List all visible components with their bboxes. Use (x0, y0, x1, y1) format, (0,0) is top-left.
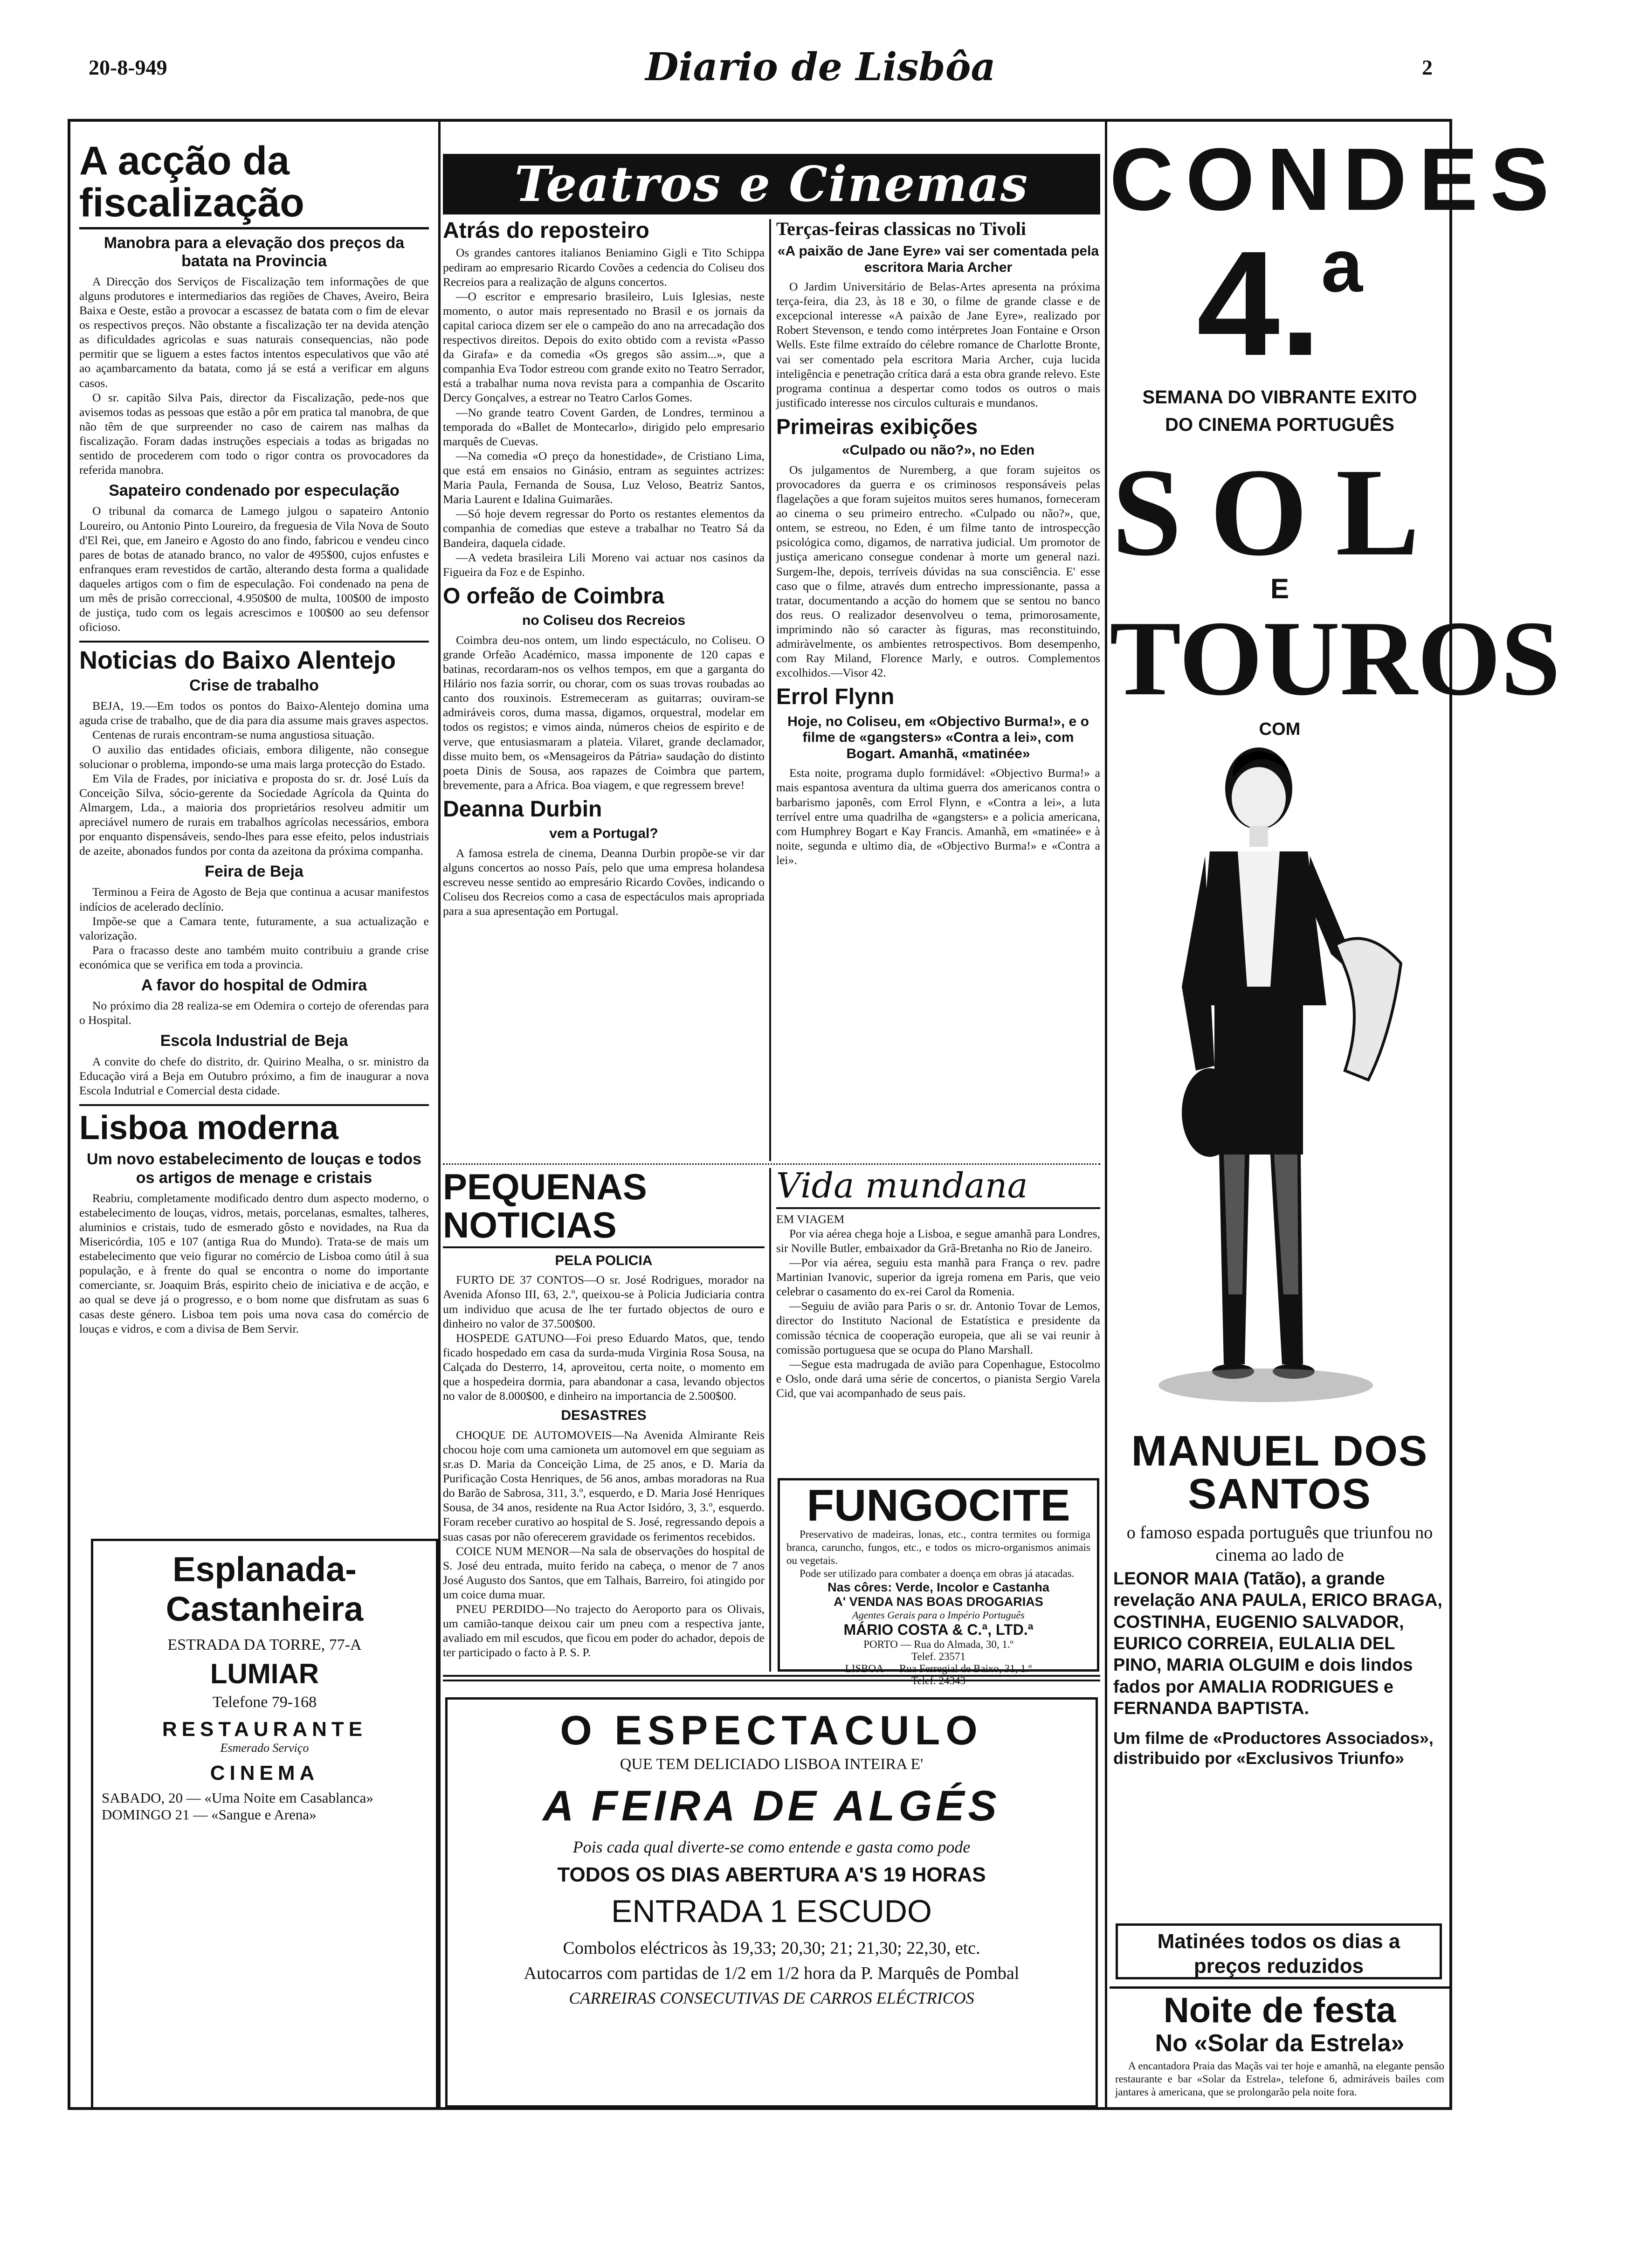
article-subtitle-loucas: Um novo estabelecimento de louças e todos os artigos de menage e cristais (87, 1150, 421, 1187)
section-title-orfeao: O orfeão de Coimbra (443, 583, 664, 608)
espectaculo-entrada: ENTRADA 1 ESCUDO (611, 1894, 932, 1929)
paragraph: —Na comedia «O preço da honestidade», de Cristiano Lima, que está em ensaios no Ginásio, entram as seguintes actrizes: Maria Paula, Fernanda de Sousa, Luz Veloso, Beatriz Santos, Maria Laurent e Idalina Guimarães. (443, 449, 765, 506)
paragraph: HOSPEDE GATUNO—Foi preso Eduardo Matos, que, tendo ficado hospedado em casa da surda-muda Virginia Rosa Sousa, na Calçada do Desterro, 14, aproveitou, certa noite, o momento em que a hospedeira dormia, para abandonar a casa, levando objectos no valor de 8.000$00, e dinheiro na importancia de 2.500$00. (443, 1331, 765, 1403)
paragraph: —Segue esta madrugada de avião para Copenhague, Estocolmo e Oslo, onde dará uma série de concertos, o pianista Sergio Varela Cid, que vai acompanhado de seus pais. (776, 1357, 1100, 1400)
fungocite-porto-tel: Telef. 23571 (911, 1651, 965, 1663)
pequenas-title: PEQUENAS NOTICIAS (443, 1168, 765, 1248)
vida-mundana (776, 1168, 1100, 1466)
esplanada-phone: Telefone 79-168 (212, 1694, 317, 1711)
paragraph: A convite do chefe do distrito, dr. Quirino Mealha, o sr. ministro da Educação virá a Beja em Outubro próximo, a fim de inaugurar a nova Escola Indutrial e Comercial desta cidade. (79, 1054, 429, 1097)
paragraph: —A vedeta brasileira Lili Moreno vai actuar nos casinos da Figueira da Foz e de Espinho. (443, 550, 765, 579)
esplanada-place: LUMIAR (210, 1658, 319, 1689)
pequenas-sub-policia: PELA POLICIA (555, 1252, 653, 1268)
paragraph: A famosa estrela de cinema, Deanna Durbin propõe-se vir dar alguns concertos ao nosso País, pelo que uma empresa holandesa escreveu nesse sentido ao empresário Ricardo Covões, indicando o Coliseu dos Recreios como a casa de espectáculos mais apropriada para a sua apresentação em Portugal. (443, 846, 765, 918)
condes-sol: SOL (1111, 443, 1448, 582)
paragraph: PNEU PERDIDO—No trajecto do Aeroporto para os Olivais, um camião-tanque deixou cair um pneu com a respectiva jante, avaliado em mil escudos, que ficou em poder do achador, depois de ter participado o facto à P. S. P. (443, 1602, 765, 1660)
paragraph: COICE NUM MENOR—Na sala de observações do hospital de S. José deu entrada, muito ferido na cabeça, o menor de 7 anos José Augusto dos Santos, que em Talhais, Barreiro, foi atingido por um coice duma muar. (443, 1544, 765, 1601)
feira-alges-ad (445, 1697, 1098, 2108)
noite-text: A encantadora Praia das Maçãs vai ter hoje e amanhã, na elegante pensão restaurante e bar «Solar da Estrela», telefone 6, admiráveis bailes com jantares à americana, que se prolongarão pela noite fora. (1115, 2060, 1444, 2098)
column-rule-1 (438, 121, 441, 2108)
esplanada-service: Esmerado Serviço (220, 1741, 309, 1755)
espectaculo-line6: CARREIRAS CONSECUTIVAS DE CARROS ELÉCTRICOS (569, 1989, 974, 2008)
teatros-inner-rule (769, 219, 771, 1161)
condes-e: E (1270, 573, 1289, 604)
paragraph: O sr. capitão Silva Pais, director da Fiscalização, pede-nos que avisemos todas as pessoas que estão a pôr em pratica tal manobra, de que não têm de que surpreender no caso de cairem nas malhas da fiscalização. Foram dadas instruções especiais a todas as brigadas no sentido de procederem com todo o rigor contra os provocadores da referida manobra. (79, 390, 429, 477)
condes-ad (1110, 126, 1561, 1944)
paragraph: Terminou a Feira de Agosto de Beja que continua a acusar manifestos indícios de acelerado declínio. (79, 885, 429, 913)
fungocite-lisboa-tel: Telef. 24343 (911, 1675, 965, 1687)
espectaculo-line3: TODOS OS DIAS ABERTURA A'S 19 HORAS (557, 1863, 986, 1887)
teatros-column-left (443, 219, 765, 1161)
paragraph: —Por via aérea, seguiu esta manhã para França o rev. padre Martinian Ivanovic, superior da igreja romena em Paris, que veio celebrar o casamento do ex-rei Carol da Romenia. (776, 1256, 1100, 1299)
matador-photo (1149, 744, 1410, 1420)
espectaculo-title: O ESPECTACULO (560, 1707, 983, 1753)
paragraph: Em Vila de Frades, por iniciativa e proposta do sr. dr. José Luís da Conceição Silva, sócio-gerente da Sociedade Agrícola da Quinta do Almargem, Lda., a maioria dos proprietários resolveu admitir um apreciável numero de rurais em trabalhos agrícolas necessários, embora por enquanto dispensáveis, sendo-lhes para esse efeito, pelos industriais de azeite, abonados fundos por conta da azeitona da próxima companha. (79, 771, 429, 858)
esplanada-domingo: DOMINGO 21 — «Sangue e Arena» (102, 1806, 317, 1823)
article-subtitle-feira-beja: Feira de Beja (205, 863, 303, 881)
espectaculo-line2: Pois cada qual diverte-se como entende e gasta como pode (572, 1838, 971, 1857)
noite-title: Noite de festa (1163, 1991, 1396, 2030)
teatros-column-right (776, 219, 1100, 1161)
condes-star: MANUEL DOS SANTOS (1131, 1427, 1428, 1518)
fungocite-line2: A' VENDA NAS BOAS DROGARIAS (834, 1595, 1043, 1609)
vida-title: Vida mundana (776, 1168, 1100, 1209)
condes-week-number: 4. (1197, 220, 1321, 387)
espectaculo-feira: A FEIRA DE ALGÉS (543, 1782, 1000, 1830)
paragraph: Esta noite, programa duplo formidável: «Objectivo Burma!» a mais espantosa aventura da ultima guerra dos americanos contra o barbarismo japonês, com Errol Flynn, e «Contra a lei», a luta terrível entre uma quadrilha de «gangsters» e a policia americana, com Humphrey Bogart e Kay Francis. Amanhã, em «matinée» e à noite, segunda e ultimo dia, de «Objectivo Burma!» e «Contra a lei». (776, 766, 1100, 867)
paragraph: FURTO DE 37 CONTOS—O sr. José Rodrigues, morador na Avenida Afonso III, 63, 2.º, queixou-se à Policia Judiciaria contra um individuo que acusa de lhe ter furtado objectos de ouro e dinheiro no valor de 37.500$00. (443, 1273, 765, 1330)
fungocite-porto: PORTO — Rua do Almada, 30, 1.º (863, 1639, 1014, 1651)
article-subtitle-batata: Manobra para a elevação dos preços da batata na Provincia (103, 234, 405, 270)
espectaculo-line5: Autocarros com partidas de 1/2 em 1/2 hora da P. Marquês de Pombal (524, 1964, 1020, 1984)
paragraph: CHOQUE DE AUTOMOVEIS—Na Avenida Almirante Reis chocou hoje com uma camioneta um automovel em que seguiam as sr.as D. Maria da Conceição Lima, de 25 anos, e D. Maria da Purificação Costa Henriques, de 56 anos, ambas moradoras na Rua do Barão de Sabrosa, 311, 3.º, esquerdo, e D. Maria José Henriques Sousa, de 34 anos, residente na Rua Actor Isidóro, 3, 3.º, esquerdo. Foram receber curativo ao hospital de S. José, regressando depois a suas casas por não oferecerem gravidade os ferimentos recebidos. (443, 1428, 765, 1543)
section-title-tivoli: Terças-feiras classicas no Tivoli (776, 218, 1026, 239)
condes-touros: TOUROS (1110, 599, 1561, 718)
condes-matinees: Matinées todos os dias a preços reduzidos (1157, 1930, 1400, 1978)
esplanada-ad (91, 1539, 438, 2110)
condes-line1: SEMANA DO VIBRANTE EXITO (1142, 387, 1417, 408)
article-subtitle-hospital: A favor do hospital de Odmira (141, 976, 367, 995)
paragraph: Centenas de rurais encontram-se numa angustiosa situação. (92, 728, 375, 742)
fungocite-line3: Agentes Gerais para o Império Português (852, 1609, 1025, 1621)
condes-com: COM (1259, 719, 1301, 739)
paragraph: Reabriu, completamente modificado dentro dum aspecto moderno, o estabelecimento de louças, vidros, metais, porcelanas, esmaltes, talheres, aluminios e cristais, tudo de esmerado gôsto e novidades, na Rua da Misericórdia, 105 e 107 (antiga Rua do Mundo). Trata-se de mais um estabelecimento que veio figurar no comércio de Lisboa como útil à sua população, e à frente do qual se encontra o nome do importante comerciante, sr. Joaquim Brás, espirito cheio de iniciativa e de acção, e ao qual se deve já o progresso, e o bom nome que disfrutam as suas 6 casas deste género. Lisboa tem pois uma nova casa do comércio de louças e vidros, e com a divisa de Bem Servir. (79, 1191, 429, 1335)
fungocite-line1: Nas côres: Verde, Incolor e Castanha (827, 1580, 1049, 1595)
page-number: 2 (1422, 55, 1433, 79)
article-title-baixo-alentejo: Noticias do Baixo Alentejo (79, 641, 429, 674)
pequenas-sub-desastres: DESASTRES (561, 1408, 647, 1424)
paragraph: —Seguiu de avião para Paris o sr. dr. Antonio Tovar de Lemos, director do Instituto Nacional de Estatística e presidente da comissão técnica de cooperação europeia, que ali se vai reunir à comissão portuguesa que se ocupa do Plano Marshall. (776, 1299, 1100, 1356)
section-title-primeiras: Primeiras exibições (776, 414, 978, 439)
fungocite-lisboa: LISBOA — Rua Ferregial de Baixo, 31, 1.º (845, 1663, 1032, 1675)
fungocite-title: FUNGOCITE (807, 1480, 1070, 1530)
section-subtitle-portugal: vem a Portugal? (549, 826, 658, 842)
condes-week (1110, 220, 1450, 387)
paragraph: A Direcção dos Serviços de Fiscalização tem informações de que alguns produtores e intermediarios das regiões de Chaves, Aveiro, Beira Baixa e Oeste, estão a provocar a escassez de batata com o fim de elevar os respectivos preços. Não obstante a fiscalização ter na devida atenção as dificuldades agricolas e suas naturais consequencias, não pode permitir que se liguem a estes factos intentos especulativos que vão até ao açambarcamento da batata, como já se está a verificar em alguns casos. (79, 274, 429, 390)
espectaculo-line1: QUE TEM DELICIADO LISBOA INTEIRA E' (620, 1756, 924, 1773)
paragraph: —Só hoje devem regressar do Porto os restantes elementos da companhia de comedias que esteve a trabalhar no Teatro Sá da Bandeira, daquela cidade. (443, 507, 765, 550)
paragraph: O Jardim Universitário de Belas-Artes apresenta na próxima terça-feira, dia 23, às 18 e 30, o filme de grande classe e de excepcional interesse «A paixão de Jane Eyre», realizado por Robert Stevenson, e tendo como intérpretes Joan Fontaine e Orson Wells. Este filme extraído do célebre romance de Charlotte Bronte, vai ser comentado pela escritora Maria Archer, cuja lucida inteligência e penetração crítica dará a esta obra grande relevo. Este programa continua a despertar como todos os outros o mais justificado interesse nos circulos culturais e mundanos. (776, 280, 1100, 409)
condes-producers: Um filme de «Productores Associados», distribuido por «Exclusivos Triunfo» (1113, 1728, 1434, 1768)
section-title-reposteiro: Atrás do reposteiro (443, 218, 649, 243)
paragraph: O auxilio das entidades oficiais, embora diligente, não consegue solucionar o problema, impondo-se uma mais larga protecção do Estado. (79, 742, 429, 771)
paragraph: —O escritor e empresario brasileiro, Luis Iglesias, neste momento, o autor mais representado no Brasil e os jornais da capital carioca dizem ser ele o campeão do ano na arrecadação dos respectivos direitos. Depois do exito obtido com a revista «Passo da Girafa» e da comedia «Os gregos são assim...», que a companhia Eva Todor estreou com grande exito no Teatro Serrador, está a trabalhar numa nova revista para a companhia de Oscarito Dercy Gonçalves, a estrear no Teatro Carlos Gomes. (443, 289, 765, 405)
article-subtitle-crise: Crise de trabalho (189, 677, 319, 695)
paragraph: Os julgamentos de Nuremberg, a que foram sujeitos os provocadores da guerra e os criminosos responsáveis pelas flagelações a que foram sujeitos muitos seres humanos, forneceram ao cinema o seu primeiro entrecho. «Culpado ou não?», que, ontem, se estreou, no Eden, é um filme tanto de introspecção psicológica como, digamos, de narrativa judicial. Um promotor de justiça americano consegue condenar à morte um general nazi. Surgem-lhe, depois, terríveis dúvidas na sua consciência. E' esse caso que o filme, através dum entrecho impressionante, passa a tratar, documentando a acção do homem que se sentou no banco dos reus. O realizador desenvolveu o tema, primorosamente, imprimindo não só caracter às figuras, mas reconstituindo, admiràvelmente, os ambientes retrospectivos. Bom desempenho, com Ray Miland, Florence Marly, e outros. Complementos excolhidos.—Visor 42. (776, 463, 1100, 680)
paragraph: Por via aérea chega hoje a Lisboa, e segue amanhã para Londres, sir Noville Butler, embaixador da Grã-Bretanha no Rio de Janeiro. (776, 1226, 1100, 1255)
matinees-box (1116, 1923, 1442, 1979)
condes-title: CONDES (1110, 130, 1561, 229)
noite-festa (1110, 1991, 1450, 2110)
pequenas-rule (769, 1168, 771, 1672)
teatros-banner-text: Teatros e Cinemas (514, 155, 1029, 213)
paragraph: Impõe-se que a Camara tente, futuramente, a sua actualização e valorização. (79, 914, 429, 942)
section-subtitle-coliseu: no Coliseu dos Recreios (522, 613, 686, 629)
section-subtitle-jane-eyre: «A paixão de Jane Eyre» vai ser comentada pela escritora Maria Archer (777, 243, 1099, 275)
fungocite-text1: Preservativo de madeiras, lonas, etc., contra termites ou formiga branca, caruncho, fungos, etc., e todos os micro-organismos animais ou vegetais. (786, 1528, 1090, 1567)
esplanada-restaurante: RESTAURANTE (162, 1718, 367, 1741)
teatros-banner (443, 154, 1100, 214)
section-subtitle-objectivo-burma: Hoje, no Coliseu, em «Objectivo Burma!», e o filme de «gangsters» «Contra a lei», com Bogart. Amanhã, «matinée» (787, 713, 1089, 761)
espectaculo-line4: Combolos eléctricos às 19,33; 20,30; 21; 21,30; 22,30, etc. (563, 1938, 980, 1958)
noite-subtitle: No «Solar da Estrela» (1155, 2029, 1405, 2057)
paragraph: Os grandes cantores italianos Beniamino Gigli e Tito Schippa pediram ao empresario Ricardo Covões a cedencia do Coliseu dos Recreios para a realização de alguns concertos. (443, 246, 765, 289)
paragraph: Para o fracasso deste ano também muito contribuiu a grande crise económica que se verifica em toda a provincia. (79, 943, 429, 972)
column-rule-2 (1105, 121, 1107, 2108)
noite-divider (1110, 1986, 1450, 1989)
section-title-errol-flynn: Errol Flynn (776, 685, 895, 710)
article-title-fiscalizacao: A acção da fiscalização (79, 140, 429, 229)
bottom-ads-divider (443, 1675, 1100, 1681)
condes-desc1: o famoso espada português que triunfou no cinema ao lado de (1126, 1523, 1433, 1565)
esplanada-sabado: SABADO, 20 — «Uma Noite em Casablanca» (102, 1790, 373, 1806)
pequenas-noticias (443, 1168, 765, 1672)
esplanada-title: Esplanada-Castanheira (165, 1550, 364, 1628)
condes-week-sup: a (1321, 224, 1363, 307)
newspaper-title: Diario de Lisbôa (645, 45, 996, 90)
article-title-lisboa-moderna: Lisboa moderna (79, 1104, 429, 1146)
section-subtitle-culpado: «Culpado ou não?», no Eden (841, 443, 1035, 458)
paragraph: BEJA, 19.—Em todos os pontos do Baixo-Alentejo domina uma aguda crise de trabalho, que de dia para dia assume mais graves aspectos. (79, 699, 429, 727)
article-subtitle-sapateiro: Sapateiro condenado por especulação (109, 482, 400, 500)
vida-sub: EM VIAGEM (776, 1212, 845, 1226)
fungocite-text2: Pode ser utilizado para combater a doença em obras já atacadas. (800, 1568, 1075, 1580)
column-1 (79, 140, 429, 1520)
condes-cast: LEONOR MAIA (Tatão), a grande revelação ANA PAULA, ERICO BRAGA, COSTINHA, EUGENIO SALVADOR, EURICO CORREIA, EULALIA DEL PINO, MARIA OLGUIM e dois lindos fados por AMALIA RODRIGUES e FERNANDA BAPTISTA. (1113, 1569, 1442, 1719)
paragraph: O tribunal da comarca de Lamego julgou o sapateiro Antonio Loureiro, ou Antonio Pinto Loureiro, da freguesia de Vila Nova de Souto d'El Rei, que, em Janeiro e Agosto do ano findo, fabricou e vendeu cinco pares de botas de atanado branco, no valor de 495$00, cujos enfustes e enfranques eram revestidos de cartão, alterando desta forma a qualidade daqueles artigos com o fim de especulação. Foi condenado na pena de um mês de prisão correccional, 4.950$00 de multa, 100$00 de imposto de justiça, tudo com os legais acrescimos e 100$00 ao seu defensor oficioso. (79, 504, 429, 634)
issue-date: 20-8-949 (89, 55, 167, 79)
condes-line2: DO CINEMA PORTUGUÊS (1165, 415, 1394, 435)
esplanada-address: ESTRADA DA TORRE, 77-A (167, 1636, 362, 1653)
section-title-deanna: Deanna Durbin (443, 797, 602, 822)
fungocite-ad (778, 1478, 1099, 1687)
article-subtitle-escola: Escola Industrial de Beja (160, 1032, 348, 1050)
fungocite-company: MÁRIO COSTA & C.ª, LTD.ª (843, 1621, 1034, 1639)
paragraph: No próximo dia 28 realiza-se em Odemira o cortejo de oferendas para o Hospital. (79, 999, 429, 1027)
paragraph: Coimbra deu-nos ontem, um lindo espectáculo, no Coliseu. O grande Orfeão Académico, massa imponente de 120 capas e batinas, recordaram-nos os velhos tempos, em que a garganta do Hilário nos fazia sorrir, ou chorar, com os suas trovas roubadas ao canto dos rouxinois. Estremeceram as guitarras; ouviram-se admiráveis coros, duma massa, digamos, orquestral, modelar em todos os registos; e vimos ainda, números cheios de espirito e de verve, que entusiasmaram a plateia. Vilaret, grande declamador, disse muito bem, os «Mensageiros da Pátria» saudação do distinto poeta Dinis de Sousa, aos rapazes de Coimbra que partem, brevemente, para a Africa. Boa viagem, e que regressem breve! (443, 633, 765, 792)
esplanada-cinema: CINEMA (210, 1762, 319, 1784)
paragraph: —No grande teatro Covent Garden, de Londres, terminou a temporada do «Ballet de Montecarlo», dirigido pelo empresario marquês de Cuevas. (443, 405, 765, 448)
